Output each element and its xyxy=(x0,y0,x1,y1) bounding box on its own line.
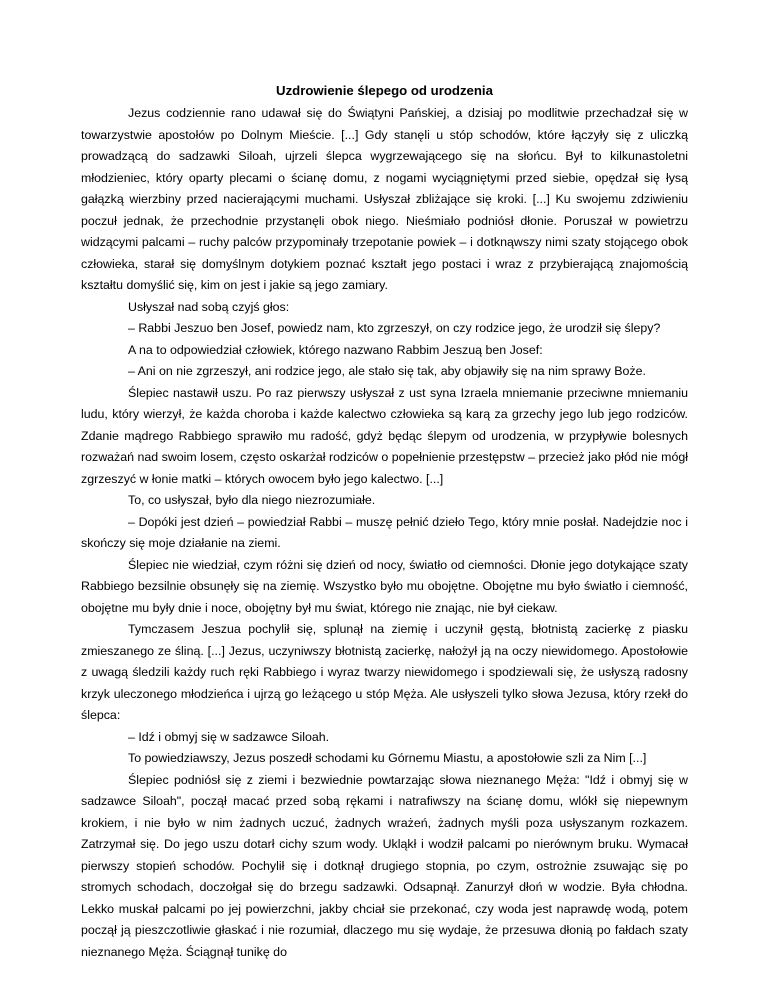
document-body xyxy=(81,80,688,963)
paragraph: – Ani on nie zgrzeszył, ani rodzice jego, ale stało się tak, aby objawiły się na nim sprawy Boże. xyxy=(128,364,646,378)
paragraph: A na to odpowiedział człowiek, którego nazwano Rabbim Jeszuą ben Josef: xyxy=(128,342,543,357)
paragraph: To, co usłyszał, było dla niego niezrozumiałe. xyxy=(128,493,376,507)
document-title: Uzdrowienie ślepego od urodzenia xyxy=(276,83,493,98)
paragraph: Jezus codziennie rano udawał się do Świątyni Pańskiej, a dzisiaj po modlitwie przechadzał się w towarzystwie apostołów po Dolnym Mieście. [...] Gdy stanęli u stóp schodów, które łączyły się z uliczką prowadzącą do sadzawki Siloah, ujrzeli ślepca wygrzewającego się na słońcu. Był to kilkunastoletni młodzieniec, który oparty plecami o ścianę domu, z nogami wyciągniętymi przed siebie, opędzał się łysą gałązką wierzbiny przed nacierającymi muchami. Usłyszał zbliżające się kroki. [...] Ku swojemu zdziwieniu poczuł jednak, że przechodnie przystanęli obok niego. Nieśmiało podniósł dłonie. Poruszał w powietrzu widzącymi palcami – ruchy palców przypominały trzepotanie powiek – i dotknąwszy nimi szaty stojącego obok człowieka, starał się domyślnym dotykiem poznać kształt jego postaci i wraz z przybierającą znajomością kształtu domyślić się, kim on jest i jakie są jego zamiary. xyxy=(81,106,688,292)
paragraph: – Idź i obmyj się w sadzawce Siloah. xyxy=(128,729,330,744)
paragraph: – Rabbi Jeszuo ben Josef, powiedz nam, kto zgrzeszył, on czy rodzice jego, że urodził się ślepy? xyxy=(128,321,661,335)
paragraph: Tymczasem Jeszua pochylił się, splunął na ziemię i uczynił gęstą, błotnistą zacierkę z piasku zmieszanego ze śliną. [...] Jezus, uczyniwszy błotnistą zacierkę, nałożył ją na oczy niewidomego. Apostołowie z uwagą śledzili każdy ruch ręki Rabbiego i wyraz twarzy niewidomego i spodziewali się, że usłyszą radosny krzyk uleczonego młodzieńca i ujrzą go leżącego u stóp Męża. Ale usłyszeli tylko słowa Jezusa, który rzekł do ślepca: xyxy=(81,622,688,722)
paragraph: – Dopóki jest dzień – powiedział Rabbi – muszę pełnić dzieło Tego, który mnie posłał. Nadejdzie noc i skończy się moje działanie na ziemi. xyxy=(81,514,688,550)
paragraph: To powiedziawszy, Jezus poszedł schodami ku Górnemu Miastu, a apostołowie szli za Nim [...] xyxy=(128,751,647,765)
paragraph: Ślepiec nie wiedział, czym różni się dzień od nocy, światło od ciemności. Dłonie jego dotykające szaty Rabbiego bezsilnie obsunęły się na ziemię. Wszystko było mu obojętne. Obojętne mu było światło i ciemność, obojętne mu były dnie i noce, obojętny był mu świat, którego nie znając, nie był ciekaw. xyxy=(81,557,688,615)
paragraph: Ślepiec nastawił uszu. Po raz pierwszy usłyszał z ust syna Izraela mniemanie przeciwne mniemaniu ludu, który wierzył, że każda choroba i każde kalectwo człowieka są karą za grzechy jego lub jego rodziców. Zdanie mądrego Rabbiego sprawiło mu radość, gdyż będąc ślepym od urodzenia, w przypływie bolesnych rozważań nad swoim losem, często oskarżał rodziców o popełnienie przestępstw – przecież jako płód nie mógł zgrzeszyć w łonie matki – których owocem było jego kalectwo. [...] xyxy=(81,385,688,486)
paragraph: Ślepiec podniósł się z ziemi i bezwiednie powtarzając słowa nieznanego Męża: "Idź i obmyj się w sadzawce Siloah", począł macać przed sobą rękami i natrafiwszy na ścianę domu, wlókł się niepewnym krokiem, i nie było w nim żadnych uczuć, żadnych wrażeń, żadnych myśli poza usłyszanym rozkazem. Zatrzymał się. Do jego uszu dotarł cichy szum wody. Ukląkł i wodził palcami po nierównym bruku. Wymacał pierwszy stopień schodów. Pochylił się i dotknął drugiego stopnia, po czym, ostrożnie zsuwając się po stromych schodach, doczołgał się do brzegu sadzawki. Odsapnął. Zanurzył dłoń w wodzie. Była chłodna. Lekko muskał palcami po jej powierzchni, jakby chciał sie przekonać, czy woda jest naprawdę wodą, potem począł ją pieszczotliwie głaskać i nie rozumiał, dlaczego mu się wydaje, że przesuwa dłonią po fałdach szaty nieznanego Męża. Ściągnął tunikę do xyxy=(81,772,688,959)
paragraph: Usłyszał nad sobą czyjś głos: xyxy=(128,299,290,314)
